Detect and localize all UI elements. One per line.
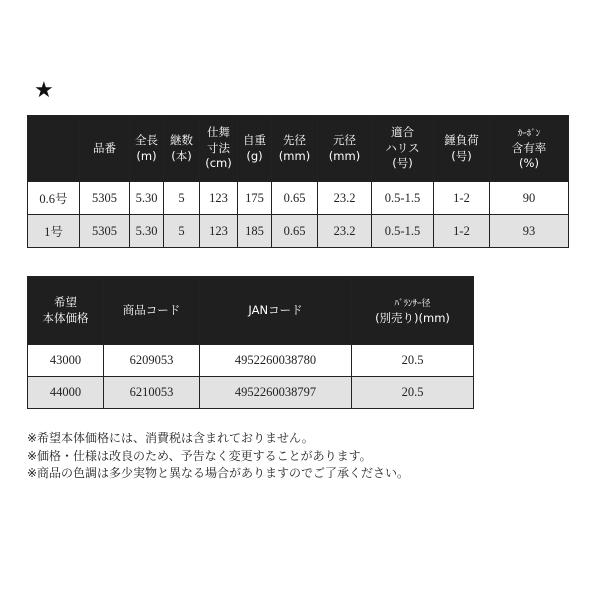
star-icon: ★ bbox=[34, 78, 54, 103]
spec-cell-weight: 185 bbox=[238, 215, 272, 248]
spec-cell-carbon-content: 90 bbox=[490, 182, 569, 215]
spec-cell-butt-diameter: 23.2 bbox=[318, 215, 372, 248]
price-header-retail-price: 希望 本体価格 bbox=[28, 277, 104, 345]
price-header-jan-code: JANコード bbox=[200, 277, 352, 345]
spec-header-product-number: 品番 bbox=[80, 116, 130, 182]
spec-cell-tip-diameter: 0.65 bbox=[272, 215, 318, 248]
spec-cell-product-number: 5305 bbox=[80, 182, 130, 215]
note-color: ※商品の色調は多少実物と異なる場合がありますのでご了承ください。 bbox=[27, 466, 410, 480]
spec-header-carbon-content: ｶｰﾎﾞﾝ 含有率 (%) bbox=[490, 116, 569, 182]
price-header-product-code: 商品コード bbox=[104, 277, 200, 345]
price-cell-jan-code: 4952260038797 bbox=[200, 377, 352, 409]
spec-table-header-row bbox=[28, 116, 569, 182]
note-tax: ※希望本体価格には、消費税は含まれておりません。 bbox=[27, 431, 314, 445]
spec-table bbox=[27, 115, 569, 248]
spec-cell-model: 1号 bbox=[28, 215, 80, 248]
table-row bbox=[28, 215, 569, 248]
spec-cell-closed-length: 123 bbox=[200, 215, 238, 248]
spec-cell-sinker-load: 1-2 bbox=[434, 182, 490, 215]
spec-cell-length: 5.30 bbox=[130, 215, 164, 248]
price-cell-retail-price: 43000 bbox=[28, 345, 104, 377]
spec-cell-butt-diameter: 23.2 bbox=[318, 182, 372, 215]
price-table bbox=[27, 276, 474, 409]
spec-cell-weight: 175 bbox=[238, 182, 272, 215]
spec-header-blank bbox=[28, 116, 80, 182]
note-spec-change: ※価格・仕様は改良のため、予告なく変更することがあります。 bbox=[27, 448, 372, 463]
price-cell-retail-price: 44000 bbox=[28, 377, 104, 409]
price-header-balancer-diameter: ﾊﾞﾗﾝｻｰ径 (別売り)(mm) bbox=[352, 277, 474, 345]
spec-cell-sections: 5 bbox=[164, 215, 200, 248]
table-row bbox=[28, 345, 474, 377]
spec-cell-length: 5.30 bbox=[130, 182, 164, 215]
table-row bbox=[28, 377, 474, 409]
spec-header-line-rating: 適合 ハリス (号) bbox=[372, 116, 434, 182]
spec-header-closed-length: 仕舞 寸法 (cm) bbox=[200, 116, 238, 182]
spec-header-sinker-load: 錘負荷 (号) bbox=[434, 116, 490, 182]
spec-cell-sinker-load: 1-2 bbox=[434, 215, 490, 248]
spec-header-butt-diameter: 元径 (mm) bbox=[318, 116, 372, 182]
price-cell-product-code: 6209053 bbox=[104, 345, 200, 377]
spec-cell-tip-diameter: 0.65 bbox=[272, 182, 318, 215]
spec-cell-sections: 5 bbox=[164, 182, 200, 215]
price-cell-product-code: 6210053 bbox=[104, 377, 200, 409]
spec-cell-product-number: 5305 bbox=[80, 215, 130, 248]
spec-cell-line-rating: 0.5-1.5 bbox=[372, 215, 434, 248]
price-table-header-row bbox=[28, 277, 474, 345]
spec-header-weight: 自重 (g) bbox=[238, 116, 272, 182]
price-cell-jan-code: 4952260038780 bbox=[200, 345, 352, 377]
spec-cell-closed-length: 123 bbox=[200, 182, 238, 215]
notes bbox=[27, 430, 572, 483]
spec-cell-carbon-content: 93 bbox=[490, 215, 569, 248]
spec-header-length: 全長 (m) bbox=[130, 116, 164, 182]
spec-header-sections: 継数 (本) bbox=[164, 116, 200, 182]
spec-header-tip-diameter: 先径 (mm) bbox=[272, 116, 318, 182]
price-cell-balancer-diameter: 20.5 bbox=[352, 345, 474, 377]
spec-cell-model: 0.6号 bbox=[28, 182, 80, 215]
price-cell-balancer-diameter: 20.5 bbox=[352, 377, 474, 409]
spec-cell-line-rating: 0.5-1.5 bbox=[372, 182, 434, 215]
table-row bbox=[28, 182, 569, 215]
